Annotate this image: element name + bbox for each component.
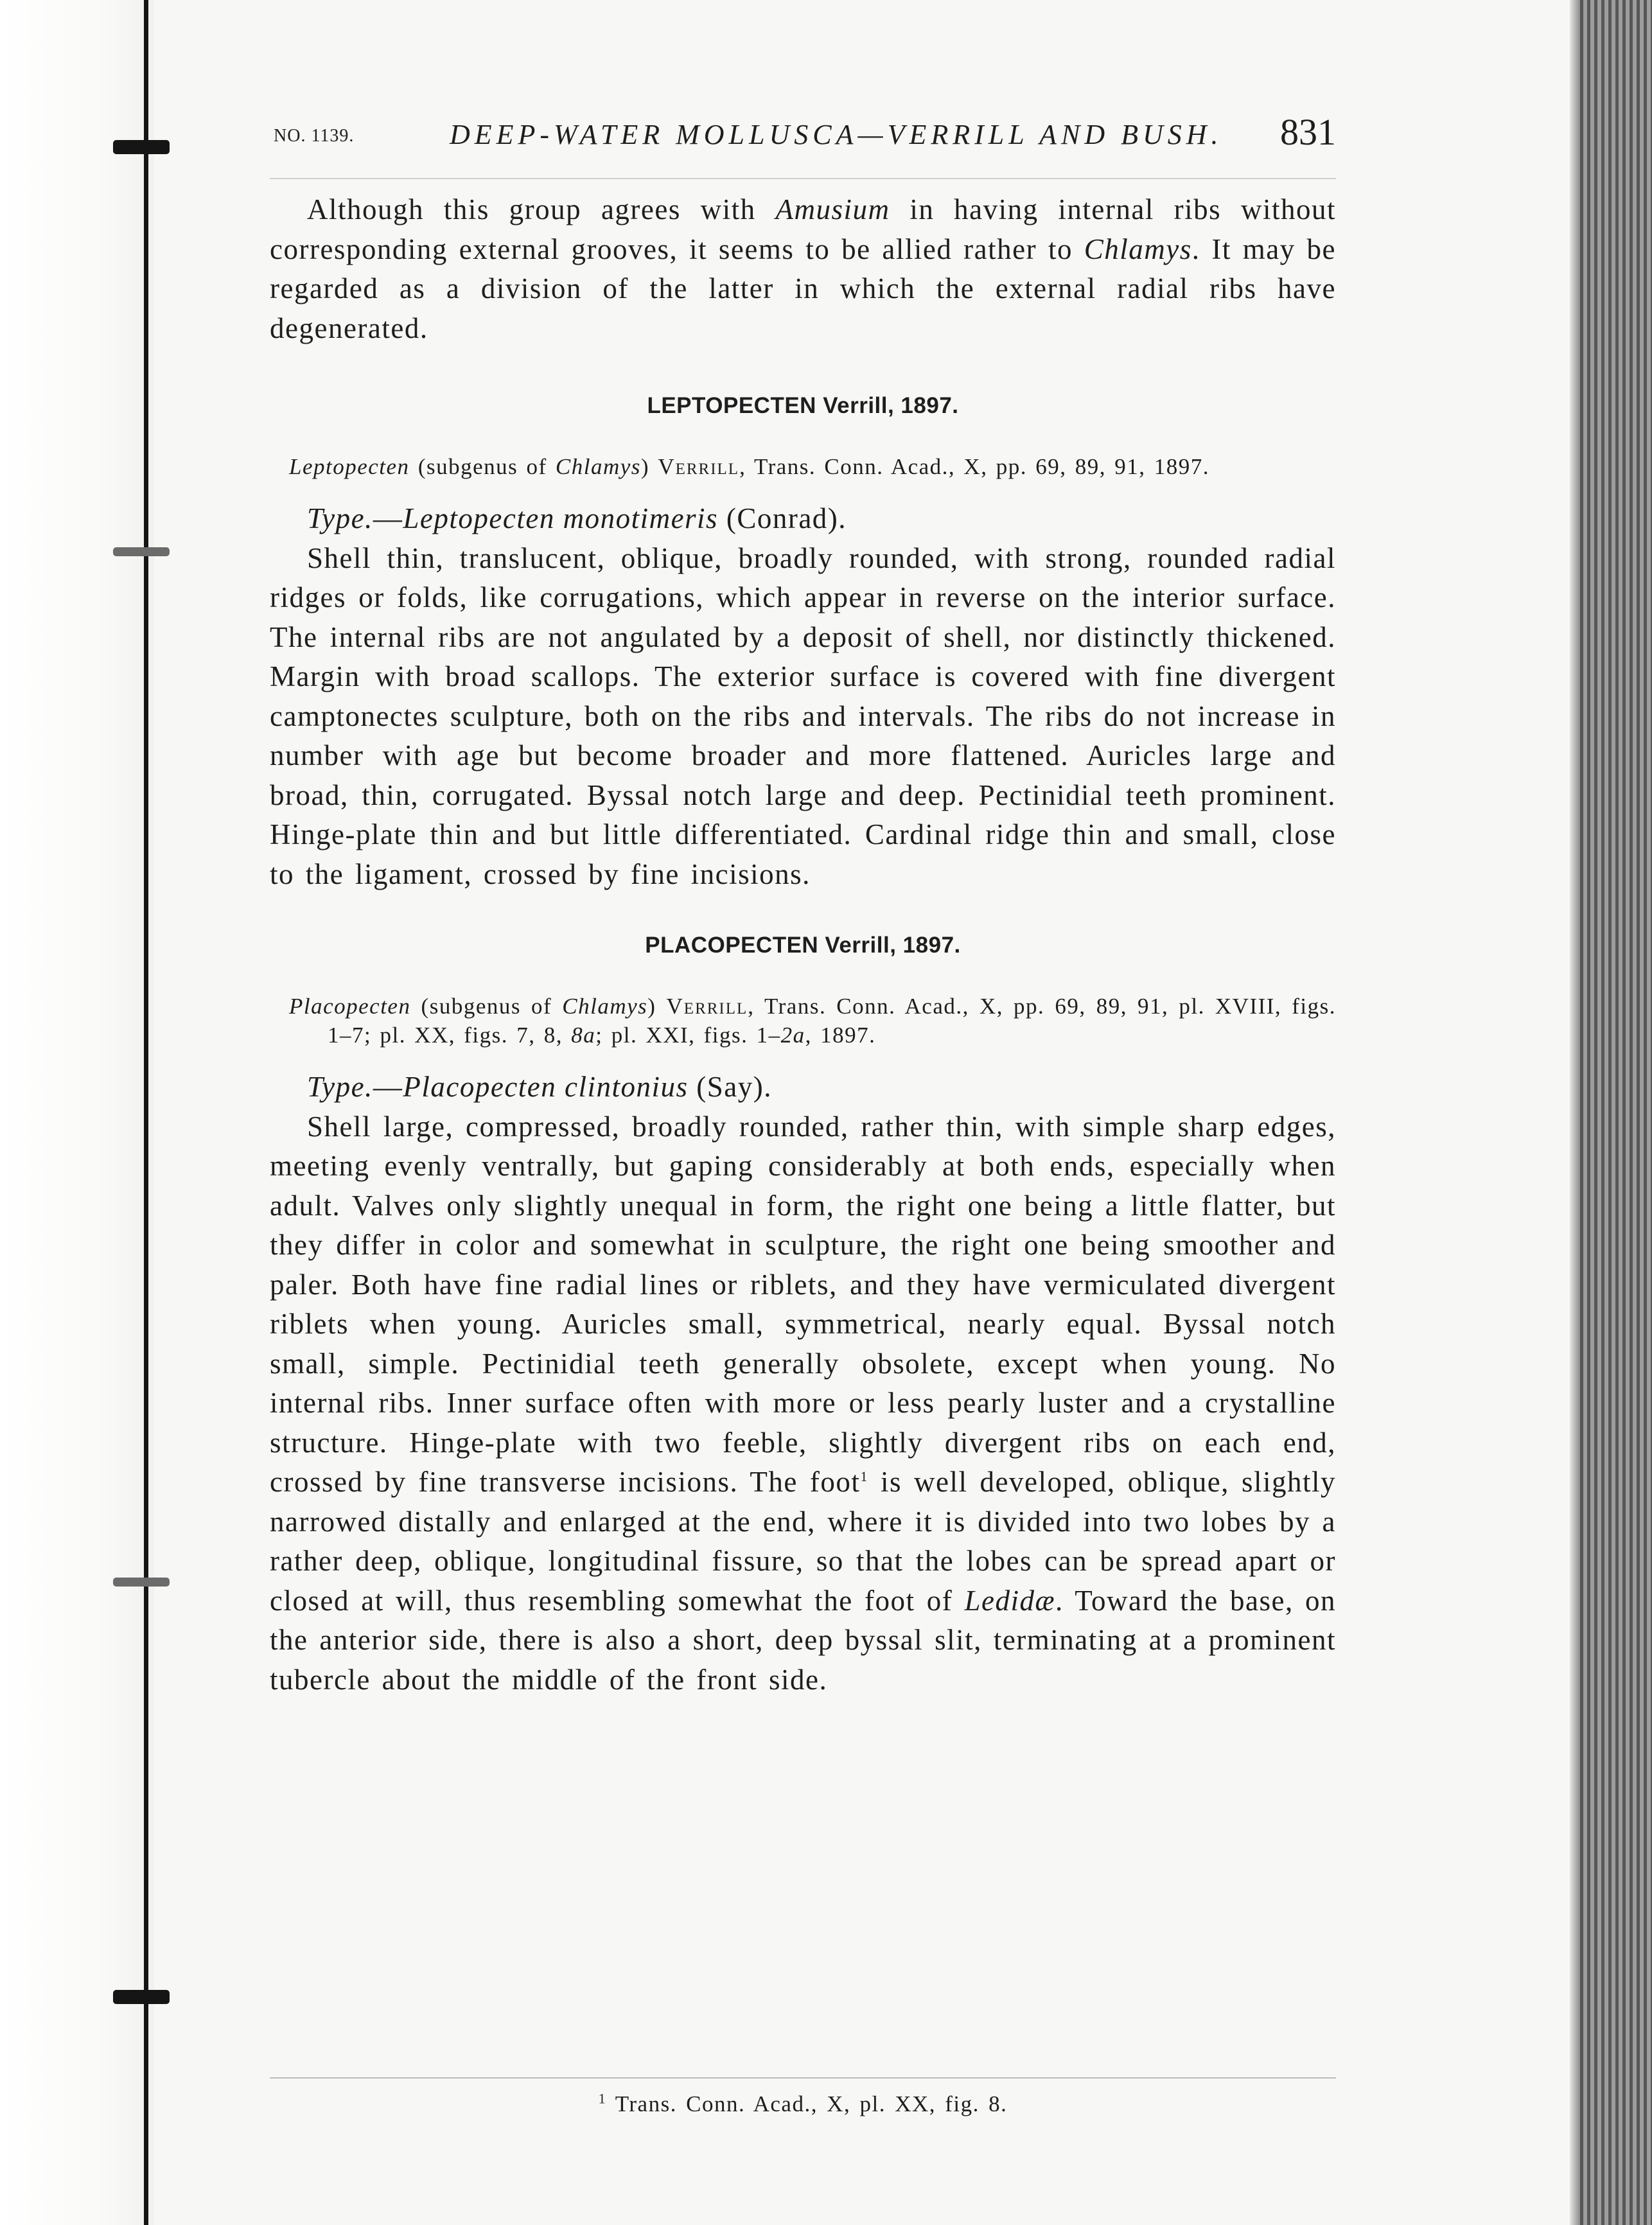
book-page-edges — [1580, 0, 1652, 2225]
syn-citation: ; pl. XXI, figs. 1– — [595, 1023, 781, 1048]
type-species: Leptopecten monotimeris — [403, 502, 719, 534]
syn-citation: , Trans. Conn. Acad., X, pp. 69, 89, 91, 1897. — [739, 454, 1209, 479]
type-label: Type. — [307, 502, 373, 534]
genus-author: Verrill, 1897. — [818, 933, 961, 958]
genus-chlamys: Chlamys — [1084, 233, 1192, 265]
syn-text: (subgenus of — [409, 454, 556, 479]
syn-genus: Placopecten — [289, 994, 411, 1019]
type-dash: — — [373, 1071, 403, 1103]
page-shadow — [1570, 0, 1580, 2225]
footnote — [270, 2091, 1336, 2117]
syn-chlamys: Chlamys — [562, 994, 648, 1019]
type-species-leptopecten — [270, 499, 1336, 539]
type-species: Placopecten clintonius — [403, 1071, 689, 1103]
genus-amusium: Amusium — [775, 193, 890, 225]
syn-author: Verrill — [666, 994, 748, 1019]
bulletin-number: NO. 1139. — [274, 126, 355, 146]
type-dash: — — [373, 502, 403, 534]
genus-heading-leptopecten — [270, 393, 1336, 419]
intro-text: in having internal ribs without corresponding external grooves, it seems to be allied rather to — [270, 193, 1336, 265]
syn-text: ) — [647, 994, 667, 1019]
page-number: 831 — [1280, 111, 1336, 153]
intro-paragraph — [270, 190, 1336, 348]
binding-stitch — [113, 140, 170, 154]
genus-author: Verrill, 1897. — [816, 393, 959, 418]
scan-margin — [0, 0, 154, 2225]
syn-genus: Leptopecten — [289, 454, 410, 479]
description-text: is well developed, oblique, slightly narrowed distally and enlarged at the end, where it is divided into two lobes by a rather deep, oblique, longitudinal fissure, so that the lobes can be spread apart or closed at will, thus resembling somewhat the foot of — [270, 1466, 1336, 1617]
synonymy-leptopecten — [270, 452, 1336, 481]
footnote-text: Trans. Conn. Acad., X, pl. XX, fig. 8. — [606, 2091, 1008, 2116]
binding-stitch — [113, 1990, 170, 2004]
syn-citation: , Trans. Conn. Acad., X, pp. 69, 89, 91, pl. XVIII, figs. 1–7; pl. XX, figs. 7, 8, — [328, 994, 1336, 1048]
type-label: Type. — [307, 1071, 373, 1103]
binding-thread — [144, 0, 148, 2225]
syn-text: ) — [640, 454, 658, 479]
description-text: . Toward the base, on the anterior side, there is also a short, deep byssal slit, terminating at a prominent tubercle about the middle of the front side. — [270, 1584, 1336, 1696]
footnote-rule — [270, 2077, 1336, 2079]
header-rule — [270, 178, 1336, 179]
type-author: (Say). — [688, 1071, 773, 1103]
footnote-reference[interactable]: 1 — [860, 1468, 868, 1484]
intro-text: Although this group agrees with — [307, 193, 776, 225]
syn-chlamys: Chlamys — [555, 454, 641, 479]
type-species-placopecten — [270, 1068, 1336, 1107]
type-author: (Conrad). — [718, 502, 847, 534]
syn-figure: 8a — [571, 1023, 596, 1048]
binding-stitch — [113, 1578, 170, 1587]
syn-text: (subgenus of — [410, 994, 563, 1019]
genus-heading-placopecten — [270, 933, 1336, 958]
synonymy-placopecten — [270, 992, 1336, 1050]
description-text: Shell large, compressed, broadly rounded, rather thin, with simple sharp edges, meeting evenly ventrally, but gaping considerably at both ends, especially when adult. Valves only slightly unequal in form, the right one being a little flatter, but they differ in color and somewhat in sculpture, the right one being smoother and paler. Both have fine radial lines or riblets, and they have vermiculated divergent riblets when young. Auricles small, symmetrical, nearly equal. Byssal notch small, simple. Pectinidial teeth generally obsolete, except when young. No internal ribs. Inner surface often with more or less pearly luster and a crystalline structure. Hinge-plate with two feeble, slightly divergent ribs on each end, crossed by fine transverse incisions. The foot — [270, 1110, 1336, 1498]
syn-figure: 2a — [780, 1023, 805, 1048]
family-ledidae: Ledidæ — [964, 1584, 1055, 1617]
genus-name: PLACOPECTEN — [645, 933, 819, 958]
binding-stitch — [113, 547, 170, 556]
running-head — [270, 109, 1336, 186]
running-title: DEEP-WATER MOLLUSCA—VERRILL AND BUSH. — [450, 119, 1223, 150]
description-placopecten — [270, 1107, 1336, 1700]
page-content — [270, 109, 1336, 2116]
footnote-mark: 1 — [598, 2090, 607, 2107]
intro-text: . It may be regarded as a division of the latter in which the external radial ribs have degenerated. — [270, 233, 1336, 344]
syn-citation: , 1897. — [805, 1023, 876, 1048]
description-leptopecten: Shell thin, translucent, oblique, broadly rounded, with strong, rounded radial ridges or folds, like corrugations, which appear in reverse on the interior surface. The internal ribs are not angulated by a deposit of shell, nor distinctly thickened. Margin with broad scallops. The exterior surface is covered with fine divergent camptonectes sculpture, both on the ribs and intervals. The ribs do not increase in number with age but become broader and more flattened. Auricles large and broad, thin, corrugated. Byssal notch large and deep. Pectinidial teeth prominent. Hinge-plate thin and but little differentiated. Cardinal ridge thin and small, close to the ligament, crossed by fine incisions. — [270, 541, 1336, 890]
syn-author: Verrill — [658, 454, 740, 479]
genus-name: LEPTOPECTEN — [647, 393, 816, 418]
